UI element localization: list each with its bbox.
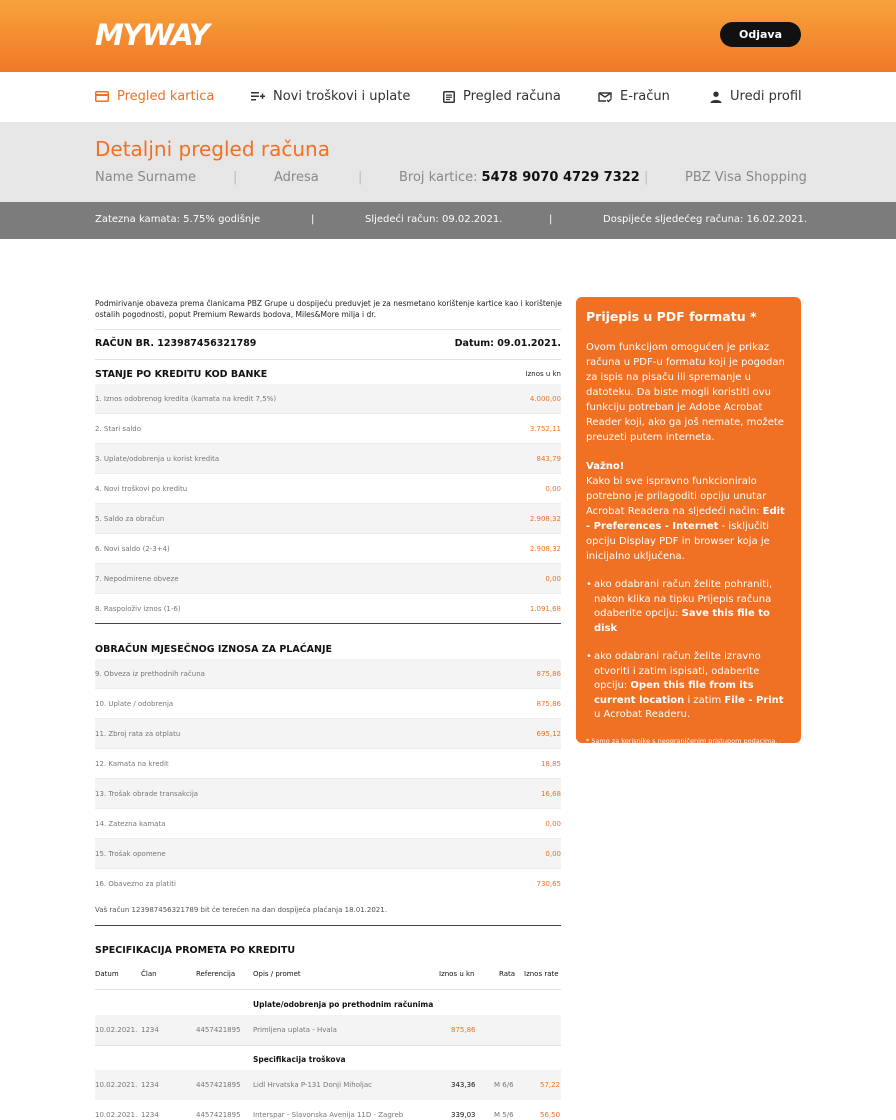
row-label: 11. Zbroj rata za otplatu <box>95 730 181 738</box>
cell-rate: M 5/6 <box>494 1111 514 1119</box>
pdf-instructions-list <box>586 578 791 723</box>
row-value: 16,68 <box>540 790 561 798</box>
row-label: 7. Nepodmirene obveze <box>95 575 179 583</box>
document-list-icon <box>443 91 455 103</box>
row-label: 10. Uplate / odobrenja <box>95 700 174 708</box>
spec-table-header <box>95 970 561 982</box>
table-row <box>95 384 561 414</box>
cell-date: 10.02.2021. <box>95 1081 138 1089</box>
row-value: 4.000,00 <box>529 395 561 403</box>
playlist-add-icon <box>251 91 265 102</box>
divider: | <box>549 214 553 225</box>
list-item-text: i zatim <box>687 694 722 706</box>
table-row <box>95 504 561 534</box>
amount-unit-hint: Iznos u kn <box>525 370 561 378</box>
pdf-panel-title[interactable]: Prijepis u PDF formatu * <box>586 309 757 324</box>
interest-rate: Zatezna kamata: 5.75% godišnje <box>95 214 261 225</box>
main-nav <box>0 72 896 122</box>
cell-date: 10.02.2021. <box>95 1026 138 1034</box>
nav-item-e-bill[interactable] <box>598 89 670 104</box>
row-label: 1. Iznos odobrenog kredita (kamata na kredit 7,5%) <box>95 395 277 403</box>
holder-name: Name Surname <box>95 170 196 185</box>
row-value: 875,86 <box>536 700 561 708</box>
row-label: 8. Raspoloživ iznos (1-6) <box>95 605 181 613</box>
nav-item-label: Pregled računa <box>463 89 561 104</box>
cell-description: Lidl Hrvatska P-131 Donji Miholjac <box>253 1081 373 1089</box>
column-header: Iznos rate <box>524 970 559 978</box>
nav-item-card-overview[interactable] <box>95 89 214 104</box>
row-label: 16. Obavezno za platiti <box>95 880 176 888</box>
table-row <box>95 474 561 504</box>
table-row <box>95 1100 561 1120</box>
page-title: Detaljni pregled računa <box>95 137 330 161</box>
section-title-text: STANJE PO KREDITU KOD BANKE <box>95 369 268 380</box>
divider: | <box>358 170 363 185</box>
row-value: 0,00 <box>545 850 561 858</box>
important-heading: Važno! <box>586 461 625 472</box>
divider <box>95 359 561 360</box>
divider: | <box>233 170 238 185</box>
row-value: 730,65 <box>536 880 561 888</box>
list-item <box>586 650 791 723</box>
nav-item-bill-overview[interactable] <box>443 89 561 104</box>
nav-item-new-costs[interactable] <box>251 89 410 104</box>
table-row <box>95 1015 561 1045</box>
row-value: 695,12 <box>536 730 561 738</box>
table-row <box>95 839 561 869</box>
list-item-text: ako odabrani račun želite pohraniti, nakon klika na tipku Prijepis računa odaberite opciju: <box>594 579 773 619</box>
divider <box>95 329 561 330</box>
row-value: 18,85 <box>540 760 561 768</box>
cell-rate-amount: 57,22 <box>540 1081 561 1089</box>
card-type: PBZ Visa Shopping <box>685 170 807 185</box>
cell-description: Interspar - Slavonska Avenija 11D - Zagreb <box>253 1111 404 1119</box>
table-row <box>95 749 561 779</box>
row-value: 875,86 <box>536 670 561 678</box>
row-label: 4. Novi troškovi po kreditu <box>95 485 188 493</box>
cell-amount: 343,36 <box>451 1081 476 1089</box>
row-value: 1.091,68 <box>529 605 561 613</box>
row-label: 13. Trošak obrade transakcija <box>95 790 199 798</box>
nav-item-label: Pregled kartica <box>117 89 215 104</box>
cell-date: 10.02.2021. <box>95 1111 138 1119</box>
row-value: 0,00 <box>545 485 561 493</box>
bill-number: RAČUN BR. 123987456321789 <box>95 338 257 349</box>
bill-header <box>95 338 561 349</box>
nav-item-label: Novi troškovi i uplate <box>273 89 411 104</box>
table-row <box>95 1070 561 1100</box>
credit-state-title <box>95 369 561 380</box>
cell-description: Primljena uplata - Hvala <box>253 1026 337 1034</box>
holder-address: Adresa <box>274 170 319 185</box>
list-item <box>586 578 791 636</box>
bill-date: Datum: 09.01.2021. <box>454 338 561 349</box>
section-title-text: SPECIFIKACIJA PROMETA PO KREDITU <box>95 945 296 956</box>
column-header: Referencija <box>196 970 236 978</box>
intro-text: Podmirivanje obaveza prema članicama PBZ Grupe u dospijeću preduvjet je za nesmetano korištenje kartice kao i korištenje ostalih pogodnosti, poput Premium Rewards bodova, Miles&More milja i dr. <box>95 299 562 319</box>
option-name: Open this file from its current location <box>594 680 754 706</box>
cell-reference: 4457421895 <box>196 1026 241 1034</box>
cell-member: 1234 <box>141 1111 159 1119</box>
person-icon <box>710 91 722 103</box>
monthly-rows <box>95 659 561 899</box>
row-value: 0,00 <box>545 820 561 828</box>
cell-reference: 4457421895 <box>196 1081 241 1089</box>
table-row <box>95 809 561 839</box>
table-row <box>95 779 561 809</box>
debit-note: Vaš račun 123987456321789 bit će terećen na dan dospijeća plaćanja 18.01.2021. <box>95 906 387 914</box>
table-row <box>95 414 561 444</box>
row-value: 3.752,11 <box>529 425 561 433</box>
table-row <box>95 719 561 749</box>
monthly-title <box>95 644 561 655</box>
table-row <box>95 444 561 474</box>
cell-reference: 4457421895 <box>196 1111 241 1119</box>
option-name: File - Print <box>724 694 784 706</box>
title-band <box>0 122 896 202</box>
column-header: Član <box>141 970 157 978</box>
credit-state-rows <box>95 384 561 624</box>
row-value: 2.908,32 <box>529 515 561 523</box>
pdf-panel-important <box>586 459 791 564</box>
mail-check-icon <box>598 91 612 103</box>
table-row <box>95 659 561 689</box>
table-row <box>95 869 561 899</box>
section-title-text: OBRAČUN MJESEČNOG IZNOSA ZA PLAĆANJE <box>95 644 333 655</box>
pdf-footnote: * Samo za korisnike s neograničenim pristupom podacima. <box>586 736 778 745</box>
row-label: 14. Zatezna kamata <box>95 820 166 828</box>
pdf-export-panel <box>576 297 801 743</box>
group-title: Uplate/odobrenja po prethodnim računima <box>253 1000 434 1009</box>
spec-title <box>95 945 561 956</box>
cell-member: 1234 <box>141 1081 159 1089</box>
top-header <box>0 0 896 72</box>
card-info-row <box>95 170 807 188</box>
important-text: Kako bi sve ispravno funkcioniralo potrebno je prilagoditi opciju unutar Acrobat Readera na sljedeći način: <box>586 476 767 517</box>
divider <box>95 989 561 990</box>
next-bill-date: Sljedeći račun: 09.02.2021. <box>365 214 503 225</box>
list-item-text: ako odabrani račun želite izravno otvoriti i zatim ispisati, odaberite opciju: <box>594 651 761 691</box>
logout-button[interactable]: Odjava <box>720 22 801 47</box>
row-value: 2.908,32 <box>529 545 561 553</box>
list-item-text: u Acrobat Readeru. <box>594 709 691 720</box>
divider <box>95 925 561 926</box>
nav-item-edit-profile[interactable] <box>710 89 802 104</box>
important-text-end: - isključiti opciju Display PDF in browser koja je inicijalno uključena. <box>586 521 770 562</box>
row-label: 3. Uplate/odobrenja u korist kredita <box>95 455 220 463</box>
table-row <box>95 534 561 564</box>
card-number: 5478 9070 4729 7322 <box>481 170 640 185</box>
row-label: 12. Kamata na kredit <box>95 760 169 768</box>
credit-card-icon <box>95 91 109 102</box>
cell-amount: 339,03 <box>451 1111 476 1119</box>
divider: | <box>644 170 649 185</box>
nav-item-label: E-račun <box>620 89 670 104</box>
row-value: 0,00 <box>545 575 561 583</box>
cell-member: 1234 <box>141 1026 159 1034</box>
divider: | <box>311 214 315 225</box>
column-header: Opis / promet <box>253 970 301 978</box>
billing-info-bar <box>0 202 896 239</box>
myway-logo[interactable]: MYWAY <box>95 18 209 52</box>
card-number-label: Broj kartice: <box>399 170 478 185</box>
group-title: Specifikacija troškova <box>253 1055 346 1064</box>
due-date: Dospijeće sljedećeg računa: 16.02.2021. <box>603 214 808 225</box>
cell-rate-amount: 56,50 <box>540 1111 561 1119</box>
row-label: 15. Trošak opomene <box>95 850 166 858</box>
row-label: 5. Saldo za obračun <box>95 515 165 523</box>
option-name: Save this file to disk <box>594 608 770 634</box>
menu-path: Edit - Preferences - Internet <box>586 506 785 532</box>
column-header: Iznos u kn <box>439 970 475 978</box>
row-label: 2. Stari saldo <box>95 425 142 433</box>
table-row <box>95 594 561 624</box>
card-number-block <box>399 170 640 185</box>
column-header: Datum <box>95 970 119 978</box>
table-row <box>95 689 561 719</box>
nav-item-label: Uredi profil <box>730 89 802 104</box>
cell-amount: 875,86 <box>451 1026 476 1034</box>
row-value: 843,79 <box>536 455 561 463</box>
pdf-panel-description: Ovom funkcijom omogućen je prikaz računa u PDF-u formatu koji je pogodan za ispis na pisaču ili spremanje u datoteku. Da biste mogli koristiti ovu funkciju potreban je Adobe Acrobat Reader koji, ako ga još nemate, možete preuzeti putem interneta. <box>586 342 785 443</box>
row-label: 6. Novi saldo (2-3+4) <box>95 545 170 553</box>
table-row <box>95 564 561 594</box>
row-label: 9. Obveza iz prethodnih računa <box>95 670 205 678</box>
divider <box>95 1045 561 1046</box>
cell-rate: M 6/6 <box>494 1081 514 1089</box>
column-header: Rata <box>499 970 516 978</box>
